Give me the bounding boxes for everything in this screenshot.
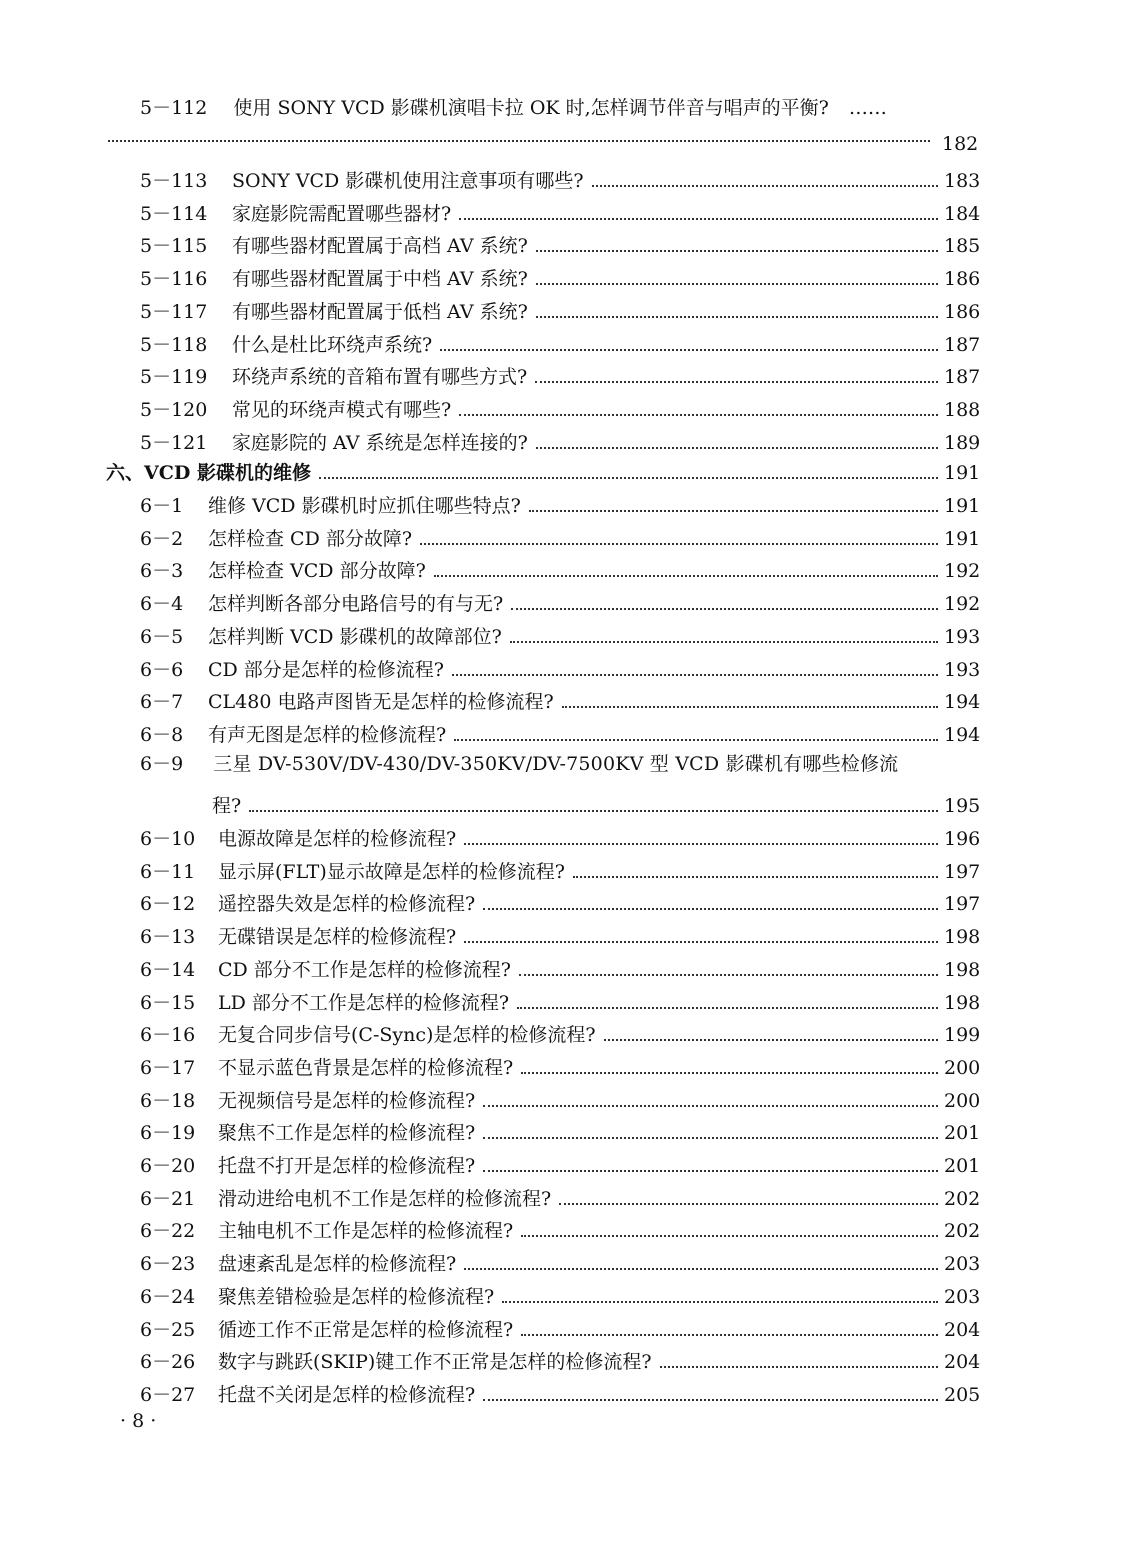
entry-number: 6－6 (140, 659, 184, 681)
toc-entry (140, 851, 980, 884)
entry-title: CD 部分是怎样的检修流程? (208, 659, 444, 681)
page-number: 182 (942, 133, 979, 155)
page-number: 191 (944, 462, 981, 484)
page-number: 200 (944, 1090, 981, 1112)
entry-number: 6－25 (140, 1319, 196, 1341)
page-number: 204 (944, 1351, 981, 1373)
entry-number: 5－118 (140, 334, 208, 356)
entry-title: 有哪些器材配置属于低档 AV 系统? (232, 301, 528, 323)
entry-title: 无视频信号是怎样的检修流程? (218, 1090, 476, 1112)
toc-entry (140, 291, 980, 324)
entry-title: CD 部分不工作是怎样的检修流程? (218, 959, 511, 981)
entry-number: 6－2 (140, 528, 184, 550)
section-heading-6 (106, 452, 980, 485)
page-number: 185 (944, 235, 981, 257)
entry-number: 5－112 (140, 97, 208, 119)
entry-number: 5－117 (140, 301, 208, 323)
entry-number: 6－22 (140, 1220, 196, 1242)
leader-dots (573, 876, 938, 878)
toc-entry (140, 883, 980, 916)
page-number: 192 (944, 560, 981, 582)
entry-title: 环绕声系统的音箱布置有哪些方式? (232, 366, 528, 388)
leader-dots (420, 543, 938, 545)
leader-dots (483, 1170, 938, 1172)
page-number: 187 (944, 334, 981, 356)
page-number: 197 (944, 893, 981, 915)
page-number: 189 (944, 432, 981, 454)
leader-dots (510, 641, 938, 643)
entry-title: 什么是杜比环绕声系统? (232, 334, 433, 356)
toc-entry (140, 1080, 980, 1113)
leader-dots (521, 1235, 938, 1237)
entry-title: 无碟错误是怎样的检修流程? (218, 926, 457, 948)
toc-entry (140, 1047, 980, 1080)
leader-dots (483, 908, 938, 910)
page-number: 202 (944, 1220, 981, 1242)
leader-dots (519, 974, 938, 976)
entry-title: 有哪些器材配置属于中档 AV 系统? (232, 268, 528, 290)
toc-entry (140, 225, 980, 258)
toc-entry (140, 1112, 980, 1145)
entry-title: 数字与跳跃(SKIP)键工作不正常是怎样的检修流程? (218, 1351, 652, 1373)
toc-entry (140, 356, 980, 389)
entry-number: 6－21 (140, 1188, 196, 1210)
entry-number: 5－116 (140, 268, 208, 290)
entry-title: 家庭影院的 AV 系统是怎样连接的? (232, 432, 528, 454)
entry-title: 使用 SONY VCD 影碟机演唱卡拉 OK 时,怎样调节伴音与唱声的平衡? (233, 97, 829, 119)
entry-number: 6－3 (140, 560, 184, 582)
entry-title-continued: 程? (212, 795, 242, 817)
toc-entry (140, 1145, 980, 1178)
page-number: 193 (944, 626, 981, 648)
page-number: 196 (944, 828, 981, 850)
entry-number: 6－18 (140, 1090, 196, 1112)
leader-dots (536, 283, 938, 285)
entry-title: 有哪些器材配置属于高档 AV 系统? (232, 235, 528, 257)
toc-entry (140, 1309, 980, 1342)
toc-entry (140, 982, 980, 1015)
leader-dots (434, 575, 938, 577)
page-number: 203 (944, 1286, 981, 1308)
entry-title: LD 部分不工作是怎样的检修流程? (218, 992, 510, 1014)
toc-entry (140, 1178, 980, 1211)
leader-dots (108, 140, 930, 142)
entry-title: 不显示蓝色背景是怎样的检修流程? (218, 1057, 514, 1079)
leader-dots (511, 608, 938, 610)
leader-dots (521, 1334, 938, 1336)
entry-title: 怎样判断各部分电路信号的有与无? (208, 593, 504, 615)
leader-dots (517, 1007, 938, 1009)
entry-number: 6－24 (140, 1286, 196, 1308)
leader-dots (592, 185, 938, 187)
toc-entry (140, 916, 980, 949)
page-number: 183 (944, 170, 981, 192)
toc-entry-6-9-continued (212, 785, 980, 818)
page-number: 194 (944, 691, 981, 713)
page-footer: · 8 · (120, 1410, 157, 1432)
toc-entry (140, 258, 980, 291)
entry-number: 6－7 (140, 691, 184, 713)
toc-entry (140, 389, 980, 422)
leader-dots (483, 1105, 938, 1107)
toc-entry (140, 1341, 980, 1374)
toc-entry (140, 518, 980, 551)
leader-dots (249, 810, 938, 812)
leader-dots (464, 1268, 938, 1270)
toc-entry (140, 949, 980, 982)
page-number: 198 (944, 992, 981, 1014)
toc-entry (140, 1210, 980, 1243)
entry-title: 遥控器失效是怎样的检修流程? (218, 893, 476, 915)
toc-entry (140, 1014, 980, 1047)
page-number: 191 (944, 528, 981, 550)
entry-number: 5－121 (140, 432, 208, 454)
entry-number: 6－19 (140, 1122, 196, 1144)
entry-number: 5－114 (140, 203, 208, 225)
entry-number: 5－119 (140, 366, 208, 388)
entry-number: 6－20 (140, 1155, 196, 1177)
entry-title: 无复合同步信号(C-Sync)是怎样的检修流程? (218, 1024, 596, 1046)
entry-number: 6－27 (140, 1384, 196, 1406)
entry-title: 聚焦不工作是怎样的检修流程? (218, 1122, 476, 1144)
leader-dots (536, 316, 938, 318)
page-number: 201 (944, 1122, 981, 1144)
entry-title: 怎样检查 VCD 部分故障? (208, 560, 426, 582)
entry-number: 6－17 (140, 1057, 196, 1079)
page-number: 188 (944, 399, 981, 421)
entry-title: 有声无图是怎样的检修流程? (208, 724, 447, 746)
entry-number: 6－5 (140, 626, 184, 648)
leader-dots (440, 349, 938, 351)
leader-dots (459, 414, 938, 416)
leader-dots (559, 1203, 938, 1205)
leader-dots (521, 1072, 938, 1074)
entry-title: 维修 VCD 影碟机时应抓住哪些特点? (208, 495, 521, 517)
leader-dots (535, 381, 938, 383)
entry-number: 6－13 (140, 926, 196, 948)
leader-dots (464, 941, 938, 943)
leader-dots (536, 447, 938, 449)
leader-dots (483, 1137, 938, 1139)
page-number: 200 (944, 1057, 981, 1079)
entry-number: 6－12 (140, 893, 196, 915)
toc-entry (140, 193, 980, 226)
entry-title: 怎样判断 VCD 影碟机的故障部位? (208, 626, 502, 648)
entry-number: 6－4 (140, 593, 184, 615)
leader-dots (459, 218, 938, 220)
page-number: 191 (944, 495, 981, 517)
leader-dots (319, 477, 938, 479)
entry-title: 滑动进给电机不工作是怎样的检修流程? (218, 1188, 552, 1210)
entry-title: 家庭影院需配置哪些器材? (232, 203, 452, 225)
entry-title: 显示屏(FLT)显示故障是怎样的检修流程? (218, 861, 565, 883)
toc-entry (140, 485, 980, 518)
entry-title: 聚焦差错检验是怎样的检修流程? (218, 1286, 495, 1308)
toc-entry (140, 681, 980, 714)
entry-title: 三星 DV-530V/DV-430/DV-350KV/DV-7500KV 型 VCD 影碟机有哪些检修流 (213, 753, 899, 775)
page-number: 198 (944, 926, 981, 948)
entry-title: 主轴电机不工作是怎样的检修流程? (218, 1220, 514, 1242)
toc-entry (140, 818, 980, 851)
page-number: 201 (944, 1155, 981, 1177)
page-number: 186 (944, 268, 981, 290)
toc-entry (140, 583, 980, 616)
leader-dots (536, 250, 938, 252)
leader-dots (660, 1366, 938, 1368)
toc-entry-5-112 (140, 96, 887, 120)
entry-number: 6－14 (140, 959, 196, 981)
toc-entry (140, 422, 980, 455)
toc-entry (140, 714, 980, 747)
page-number: 197 (944, 861, 981, 883)
leader-dots (529, 510, 938, 512)
leader-dots (562, 706, 938, 708)
entry-number: 6－1 (140, 495, 184, 517)
entry-title: SONY VCD 影碟机使用注意事项有哪些? (232, 170, 584, 192)
page-number: 195 (944, 795, 981, 817)
page-number: 187 (944, 366, 981, 388)
page-number: 203 (944, 1253, 981, 1275)
entry-number: 6－16 (140, 1024, 196, 1046)
entry-number: 6－10 (140, 828, 196, 850)
leader-dots (454, 739, 938, 741)
toc-entry (140, 1374, 980, 1407)
page-number: 186 (944, 301, 981, 323)
entry-title: 托盘不打开是怎样的检修流程? (218, 1155, 476, 1177)
entry-number: 6－15 (140, 992, 196, 1014)
entry-number: 6－11 (140, 861, 196, 883)
entry-number: 6－8 (140, 724, 184, 746)
page-number: 194 (944, 724, 981, 746)
leader-dots (464, 843, 938, 845)
page-number: 192 (944, 593, 981, 615)
page-number: 198 (944, 959, 981, 981)
page-number: 184 (944, 203, 981, 225)
toc-entry (140, 550, 980, 583)
toc-entry (140, 1276, 980, 1309)
entry-number: 5－115 (140, 235, 208, 257)
entry-number: 6－9 (140, 753, 184, 775)
toc-entry (140, 649, 980, 682)
page-number: 204 (944, 1319, 981, 1341)
page-number: 205 (944, 1384, 981, 1406)
page-number: 202 (944, 1188, 981, 1210)
toc-entry (140, 616, 980, 649)
toc-entry (140, 324, 980, 357)
entry-title: 电源故障是怎样的检修流程? (218, 828, 457, 850)
entry-number: 5－120 (140, 399, 208, 421)
leader-dots (452, 674, 938, 676)
entry-title: CL480 电路声图皆无是怎样的检修流程? (208, 691, 554, 713)
entry-title: 怎样检查 CD 部分故障? (208, 528, 413, 550)
entry-number: 5－113 (140, 170, 208, 192)
toc-entry (140, 1243, 980, 1276)
toc-entry-6-9 (140, 752, 898, 776)
entry-title: 托盘不关闭是怎样的检修流程? (218, 1384, 476, 1406)
leader-dots (483, 1399, 938, 1401)
leader-dots (604, 1039, 938, 1041)
page-number: 199 (944, 1024, 981, 1046)
entry-trail-dots: …… (848, 97, 887, 119)
page-number: 193 (944, 659, 981, 681)
section-title: 六、VCD 影碟机的维修 (106, 462, 311, 484)
entry-number: 6－26 (140, 1351, 196, 1373)
toc-entry (140, 160, 980, 193)
leader-dots (502, 1301, 938, 1303)
entry-title: 常见的环绕声模式有哪些? (232, 399, 452, 421)
entry-number: 6－23 (140, 1253, 196, 1275)
entry-title: 循迹工作不正常是怎样的检修流程? (218, 1319, 514, 1341)
entry-title: 盘速紊乱是怎样的检修流程? (218, 1253, 457, 1275)
